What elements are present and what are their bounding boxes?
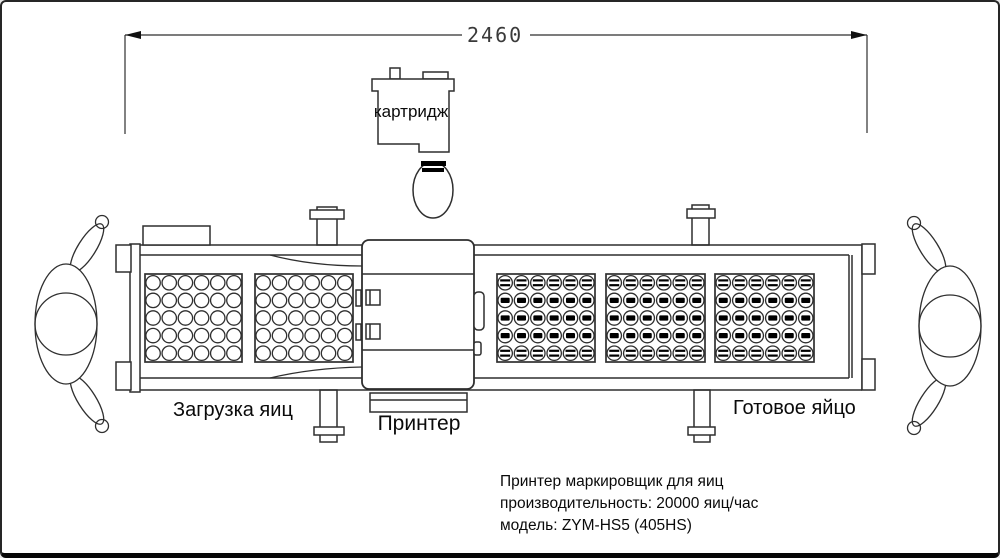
egg-mark bbox=[626, 284, 636, 286]
conveyor-right-end bbox=[849, 244, 875, 390]
empty-egg-cell bbox=[194, 328, 208, 342]
dimension-value-label: 2460 bbox=[462, 23, 528, 47]
egg-mark bbox=[784, 279, 794, 281]
empty-egg-cell bbox=[256, 293, 270, 307]
conveyor-left-end bbox=[116, 244, 140, 392]
egg-mark bbox=[752, 315, 761, 320]
empty-egg-cell bbox=[178, 311, 192, 325]
egg-mark bbox=[692, 298, 701, 303]
egg-mark bbox=[784, 284, 794, 286]
egg-mark bbox=[801, 350, 811, 352]
egg-mark bbox=[692, 333, 701, 338]
egg-loading-label: Загрузка яиц bbox=[173, 399, 293, 421]
marked-egg bbox=[782, 346, 796, 360]
egg-mark bbox=[719, 298, 728, 303]
egg-mark bbox=[626, 350, 636, 352]
empty-egg-cell bbox=[162, 293, 176, 307]
egg-mark bbox=[676, 298, 685, 303]
info-line-title: Принтер маркировщик для яиц bbox=[500, 473, 724, 490]
marked-egg bbox=[749, 276, 763, 290]
egg-mark bbox=[801, 355, 811, 357]
empty-egg-cell bbox=[321, 276, 335, 290]
egg-mark bbox=[566, 355, 576, 357]
empty-egg-cell bbox=[305, 346, 319, 360]
egg-mark bbox=[768, 350, 778, 352]
egg-mark bbox=[718, 350, 728, 352]
egg-mark bbox=[735, 315, 744, 320]
egg-mark bbox=[500, 279, 510, 281]
empty-egg-cell bbox=[146, 293, 160, 307]
egg-mark bbox=[735, 333, 744, 338]
loading-tray-1 bbox=[145, 274, 242, 362]
egg-mark bbox=[784, 355, 794, 357]
empty-egg-cell bbox=[162, 311, 176, 325]
marked-egg bbox=[673, 346, 687, 360]
marked-egg bbox=[580, 276, 594, 290]
egg-mark bbox=[659, 355, 669, 357]
marked-egg bbox=[733, 276, 747, 290]
egg-mark bbox=[582, 298, 591, 303]
egg-mark bbox=[751, 284, 761, 286]
egg-mark bbox=[801, 333, 810, 338]
egg-mark bbox=[501, 298, 510, 303]
empty-egg-cell bbox=[289, 346, 303, 360]
egg-mark bbox=[752, 298, 761, 303]
egg-mark bbox=[582, 284, 592, 286]
finished-egg-label: Готовое яйцо bbox=[733, 397, 856, 419]
egg-mark bbox=[582, 333, 591, 338]
operator-hand bbox=[908, 217, 921, 230]
egg-mark bbox=[676, 333, 685, 338]
operator-body bbox=[35, 264, 97, 384]
egg-mark bbox=[533, 355, 543, 357]
hopper-block bbox=[143, 226, 210, 245]
marked-egg bbox=[531, 276, 545, 290]
empty-egg-cell bbox=[146, 328, 160, 342]
egg-mark bbox=[533, 333, 542, 338]
marked-egg bbox=[782, 276, 796, 290]
marked-egg bbox=[624, 346, 638, 360]
egg-mark bbox=[768, 284, 778, 286]
marked-egg bbox=[514, 276, 528, 290]
egg-mark bbox=[642, 279, 652, 281]
empty-egg-cell bbox=[178, 346, 192, 360]
egg-mark bbox=[676, 315, 685, 320]
egg-mark bbox=[501, 315, 510, 320]
marked-egg bbox=[498, 276, 512, 290]
empty-egg-cell bbox=[227, 346, 241, 360]
marked-egg bbox=[766, 276, 780, 290]
printer-side-tab-small bbox=[474, 342, 481, 355]
cartridge-label: картридж bbox=[373, 102, 449, 121]
empty-egg-cell bbox=[256, 328, 270, 342]
egg-mark bbox=[609, 284, 619, 286]
egg-mark bbox=[735, 298, 744, 303]
egg-mark bbox=[768, 315, 777, 320]
marked-egg bbox=[799, 346, 813, 360]
egg-mark bbox=[675, 355, 685, 357]
marked-egg bbox=[640, 346, 654, 360]
marked-egg bbox=[799, 276, 813, 290]
empty-egg-cell bbox=[272, 346, 286, 360]
egg-mark bbox=[549, 350, 559, 352]
empty-egg-cell bbox=[178, 276, 192, 290]
guide-curve-top bbox=[270, 255, 362, 266]
egg-mark bbox=[692, 350, 702, 352]
empty-egg-cell bbox=[256, 276, 270, 290]
egg-mark-bar bbox=[421, 161, 446, 166]
empty-egg-cell bbox=[289, 293, 303, 307]
empty-egg-cell bbox=[321, 311, 335, 325]
egg-mark bbox=[533, 279, 543, 281]
empty-egg-cell bbox=[146, 346, 160, 360]
empty-egg-cell bbox=[227, 328, 241, 342]
empty-egg-cell bbox=[272, 276, 286, 290]
marked-egg bbox=[749, 346, 763, 360]
egg-mark bbox=[501, 333, 510, 338]
egg-mark bbox=[533, 298, 542, 303]
egg-mark bbox=[785, 315, 794, 320]
guide-curve-bottom bbox=[270, 367, 362, 378]
egg-mark bbox=[659, 350, 669, 352]
egg-mark bbox=[735, 355, 745, 357]
leg-top-left bbox=[310, 207, 344, 245]
empty-egg-cell bbox=[146, 276, 160, 290]
marked-egg bbox=[607, 276, 621, 290]
egg-mark bbox=[692, 279, 702, 281]
egg-mark bbox=[642, 350, 652, 352]
egg-mark bbox=[801, 315, 810, 320]
empty-egg-cell bbox=[194, 276, 208, 290]
marked-egg bbox=[547, 276, 561, 290]
egg-mark bbox=[626, 315, 635, 320]
empty-egg-cell bbox=[289, 328, 303, 342]
egg-mark bbox=[659, 298, 668, 303]
output-tray-2 bbox=[606, 274, 705, 362]
egg-mark bbox=[719, 333, 728, 338]
sample-egg bbox=[413, 161, 453, 218]
egg-mark bbox=[582, 315, 591, 320]
egg-mark bbox=[517, 333, 526, 338]
dimension-arrow-right bbox=[851, 31, 867, 39]
marked-egg bbox=[640, 276, 654, 290]
marked-egg bbox=[766, 346, 780, 360]
printer-label: Принтер bbox=[377, 412, 461, 435]
marked-egg bbox=[690, 276, 704, 290]
egg-mark bbox=[566, 279, 576, 281]
egg-mark bbox=[517, 298, 526, 303]
empty-egg-cell bbox=[338, 346, 352, 360]
marked-egg bbox=[563, 276, 577, 290]
empty-egg-cell bbox=[272, 328, 286, 342]
egg-mark bbox=[785, 298, 794, 303]
marked-egg bbox=[547, 346, 561, 360]
egg-mark bbox=[751, 355, 761, 357]
egg-mark bbox=[643, 298, 652, 303]
printer-clip-bar-2 bbox=[356, 324, 361, 340]
egg-mark bbox=[610, 333, 619, 338]
egg-mark bbox=[626, 279, 636, 281]
egg-mark bbox=[768, 333, 777, 338]
egg-mark bbox=[582, 355, 592, 357]
printer-clip-1 bbox=[366, 290, 380, 305]
marked-egg bbox=[580, 346, 594, 360]
egg-mark bbox=[566, 298, 575, 303]
marked-egg bbox=[657, 346, 671, 360]
egg-mark bbox=[533, 315, 542, 320]
egg-mark bbox=[533, 284, 543, 286]
egg-mark bbox=[609, 350, 619, 352]
egg-mark bbox=[801, 298, 810, 303]
cartridge-tab-wide bbox=[423, 72, 448, 79]
empty-egg-cell bbox=[194, 293, 208, 307]
empty-egg-cell bbox=[211, 293, 225, 307]
egg-mark bbox=[768, 279, 778, 281]
egg-mark bbox=[659, 315, 668, 320]
printer-clip-2 bbox=[366, 324, 380, 339]
egg-mark bbox=[751, 350, 761, 352]
empty-egg-cell bbox=[321, 293, 335, 307]
empty-egg-cell bbox=[305, 328, 319, 342]
egg-mark bbox=[692, 315, 701, 320]
operator-hand bbox=[96, 420, 109, 433]
marked-egg bbox=[733, 346, 747, 360]
empty-egg-cell bbox=[194, 311, 208, 325]
egg-mark-bar bbox=[422, 168, 444, 172]
egg-mark bbox=[751, 279, 761, 281]
empty-egg-cell bbox=[272, 311, 286, 325]
empty-egg-cell bbox=[272, 293, 286, 307]
egg-mark bbox=[735, 279, 745, 281]
egg-mark bbox=[500, 355, 510, 357]
empty-egg-cell bbox=[305, 293, 319, 307]
egg-mark bbox=[718, 279, 728, 281]
egg-mark bbox=[549, 355, 559, 357]
empty-egg-cell bbox=[162, 346, 176, 360]
empty-egg-cell bbox=[321, 328, 335, 342]
output-tray-3 bbox=[715, 274, 814, 362]
info-line-model: модель: ZYM-HS5 (405HS) bbox=[500, 517, 692, 534]
egg-mark bbox=[582, 350, 592, 352]
egg-mark bbox=[692, 284, 702, 286]
egg-mark bbox=[659, 333, 668, 338]
dimension-arrow-left bbox=[125, 31, 141, 39]
operator-hand bbox=[96, 216, 109, 229]
egg-mark bbox=[609, 279, 619, 281]
empty-egg-cell bbox=[289, 276, 303, 290]
empty-egg-cell bbox=[338, 311, 352, 325]
egg-mark bbox=[550, 298, 559, 303]
empty-egg-cell bbox=[211, 346, 225, 360]
egg-mark bbox=[784, 350, 794, 352]
marked-egg bbox=[563, 346, 577, 360]
egg-mark bbox=[582, 279, 592, 281]
marked-egg bbox=[716, 276, 730, 290]
egg-mark bbox=[718, 284, 728, 286]
empty-egg-cell bbox=[227, 311, 241, 325]
egg-mark bbox=[659, 279, 669, 281]
egg-mark bbox=[566, 350, 576, 352]
printer-pedestal bbox=[370, 393, 467, 412]
empty-egg-cell bbox=[178, 293, 192, 307]
egg-mark bbox=[626, 298, 635, 303]
operator-hand bbox=[908, 422, 921, 435]
empty-egg-cell bbox=[162, 276, 176, 290]
output-tray-1 bbox=[497, 274, 595, 362]
leg-bottom-left bbox=[314, 390, 344, 442]
empty-egg-cell bbox=[305, 276, 319, 290]
marked-egg bbox=[514, 346, 528, 360]
egg-mark bbox=[692, 355, 702, 357]
loading-tray-2 bbox=[255, 274, 353, 362]
egg-mark bbox=[659, 284, 669, 286]
marked-egg bbox=[531, 346, 545, 360]
printer-clip-bar-1 bbox=[356, 290, 361, 306]
egg-mark bbox=[718, 355, 728, 357]
operator-right bbox=[907, 217, 981, 435]
egg-mark bbox=[801, 284, 811, 286]
egg-mark bbox=[752, 333, 761, 338]
marked-egg bbox=[624, 276, 638, 290]
egg-mark bbox=[533, 350, 543, 352]
empty-egg-cell bbox=[162, 328, 176, 342]
egg-mark bbox=[643, 333, 652, 338]
egg-mark bbox=[735, 284, 745, 286]
empty-egg-cell bbox=[338, 293, 352, 307]
egg-mark bbox=[785, 333, 794, 338]
egg-mark bbox=[675, 284, 685, 286]
empty-egg-cell bbox=[305, 311, 319, 325]
egg-mark bbox=[566, 284, 576, 286]
egg-mark bbox=[642, 355, 652, 357]
egg-mark bbox=[517, 355, 527, 357]
leg-top-right bbox=[687, 205, 715, 245]
empty-egg-cell bbox=[227, 293, 241, 307]
egg-mark bbox=[768, 298, 777, 303]
printer-side-tab-large bbox=[474, 292, 484, 330]
egg-mark bbox=[549, 284, 559, 286]
egg-mark bbox=[626, 333, 635, 338]
egg-mark bbox=[643, 315, 652, 320]
empty-egg-cell bbox=[338, 328, 352, 342]
printer-unit bbox=[356, 240, 484, 412]
egg-mark bbox=[642, 284, 652, 286]
operator-left bbox=[35, 216, 109, 433]
egg-mark bbox=[566, 333, 575, 338]
egg-mark bbox=[550, 333, 559, 338]
empty-egg-cell bbox=[211, 328, 225, 342]
egg-mark bbox=[517, 279, 527, 281]
empty-egg-cell bbox=[321, 346, 335, 360]
egg-mark bbox=[719, 315, 728, 320]
egg-mark bbox=[610, 298, 619, 303]
leg-bottom-right bbox=[688, 390, 715, 442]
egg-mark bbox=[500, 350, 510, 352]
operator-body bbox=[919, 266, 981, 386]
marked-egg bbox=[690, 346, 704, 360]
egg-mark bbox=[517, 315, 526, 320]
empty-egg-cell bbox=[178, 328, 192, 342]
egg-mark bbox=[609, 355, 619, 357]
empty-egg-cell bbox=[211, 276, 225, 290]
marked-egg bbox=[673, 276, 687, 290]
empty-egg-cell bbox=[338, 276, 352, 290]
marked-egg bbox=[716, 346, 730, 360]
egg-mark bbox=[566, 315, 575, 320]
egg-mark bbox=[517, 350, 527, 352]
cartridge-tab-small bbox=[390, 68, 400, 79]
marked-egg bbox=[657, 276, 671, 290]
info-line-productivity: производительность: 20000 яиц/час bbox=[500, 495, 759, 512]
egg-mark bbox=[675, 279, 685, 281]
empty-egg-cell bbox=[256, 311, 270, 325]
egg-mark bbox=[549, 279, 559, 281]
egg-mark bbox=[675, 350, 685, 352]
empty-egg-cell bbox=[256, 346, 270, 360]
empty-egg-cell bbox=[211, 311, 225, 325]
marked-egg bbox=[607, 346, 621, 360]
egg-mark bbox=[500, 284, 510, 286]
empty-egg-cell bbox=[194, 346, 208, 360]
printer-body bbox=[362, 240, 474, 389]
egg-mark bbox=[801, 279, 811, 281]
egg-mark bbox=[610, 315, 619, 320]
info-block bbox=[500, 471, 758, 537]
marked-egg bbox=[498, 346, 512, 360]
egg-mark bbox=[550, 315, 559, 320]
egg-mark bbox=[517, 284, 527, 286]
egg-mark bbox=[768, 355, 778, 357]
egg-mark bbox=[735, 350, 745, 352]
egg-mark bbox=[626, 355, 636, 357]
empty-egg-cell bbox=[289, 311, 303, 325]
empty-egg-cell bbox=[146, 311, 160, 325]
empty-egg-cell bbox=[227, 276, 241, 290]
